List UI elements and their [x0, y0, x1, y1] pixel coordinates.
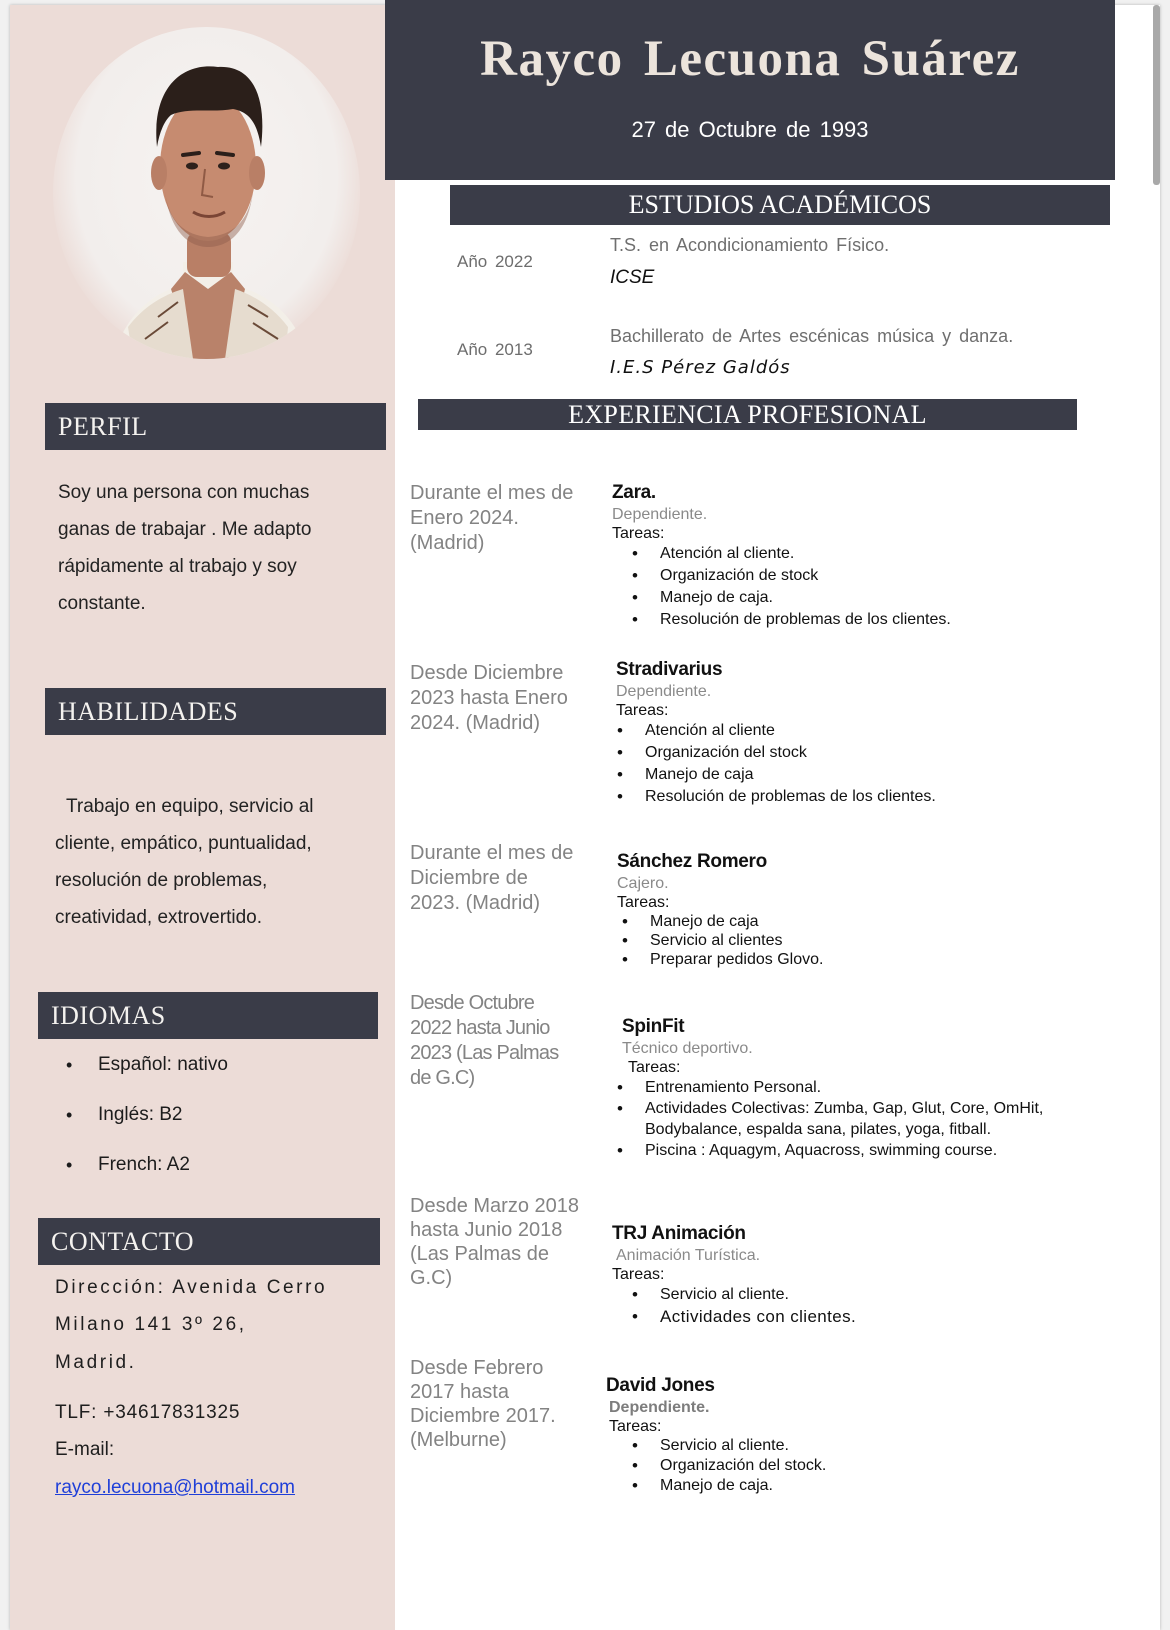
task-item: • Manejo de caja: [650, 912, 823, 931]
perfil-line: constante.: [58, 593, 146, 614]
job-company: Sánchez Romero: [617, 851, 767, 872]
edu-year: Año 2013: [457, 340, 533, 359]
contacto-header-text: CONTACTO: [51, 1226, 195, 1256]
edu-title: T.S. en Acondicionamiento Físico.: [610, 235, 890, 255]
task-item: • Servicio al cliente.: [660, 1284, 856, 1306]
address-line: Milano 141 3º 26,: [55, 1314, 247, 1335]
job-entry: [612, 481, 951, 631]
task-item: • Organización del stock: [645, 742, 936, 764]
job-tareas-label: Tareas:: [616, 702, 669, 719]
habilidades-line: creatividad, extrovertido.: [55, 907, 262, 928]
task-list: [660, 1436, 826, 1496]
habilidades-header-text: HABILIDADES: [58, 696, 239, 726]
job-entry: [617, 850, 823, 969]
job-date: Durante el mes de Diciembre de 2023. (Madrid): [410, 842, 574, 914]
task-item: • Resolución de problemas de los clientes.: [645, 786, 936, 808]
scrollbar[interactable]: [1153, 5, 1160, 185]
job-date: Desde Marzo 2018 hasta Junio 2018 (Las Palmas de G.C): [410, 1195, 579, 1289]
perfil-text: [58, 474, 312, 622]
contacto-header: [38, 1218, 380, 1265]
job-date: Desde Octubre 2022 hasta Junio 2023 (Las Palmas de G.C): [410, 992, 559, 1089]
task-list: [645, 1077, 1100, 1161]
task-item: • Servicio al cliente.: [660, 1436, 826, 1456]
edu-school: I.E.S Pérez Galdós: [610, 357, 791, 378]
address-line: Dirección: Avenida Cerro: [55, 1277, 328, 1298]
perfil-header-text: PERFIL: [58, 411, 148, 441]
full-name: Rayco Lecuona Suárez: [480, 31, 1020, 87]
job-tareas-label: Tareas:: [628, 1059, 681, 1076]
idioma-item: • Inglés: B2: [62, 1090, 228, 1140]
phone: TLF: +34617831325: [55, 1402, 241, 1423]
job-role: Dependiente.: [616, 683, 712, 700]
task-list: [660, 1284, 856, 1328]
job-company: Stradivarius: [616, 659, 723, 680]
email-label: E-mail:: [55, 1439, 115, 1460]
job-company: David Jones: [606, 1375, 715, 1396]
job-role: Dependiente.: [609, 1399, 710, 1416]
task-item: • Resolución de problemas de los clientes.: [660, 609, 951, 631]
task-item: • Actividades con clientes.: [660, 1306, 856, 1328]
job-company: TRJ Animación: [612, 1223, 746, 1244]
task-list: [650, 912, 823, 969]
job-date: Durante el mes de Enero 2024. (Madrid): [410, 482, 574, 554]
task-item: • Manejo de caja.: [660, 1476, 826, 1496]
job-entry: [616, 658, 936, 808]
job-role: Cajero.: [617, 875, 669, 892]
edu-school: ICSE: [610, 267, 655, 288]
habilidades-text: [55, 788, 314, 936]
task-item: • Actividades Colectivas: Zumba, Gap, Glut, Core, OmHit, Bodybalance, espalda sana, pilates, yoga, fitball.: [645, 1098, 1100, 1140]
perfil-line: Soy una persona con muchas: [58, 482, 310, 503]
idioma-item: • French: A2: [62, 1140, 228, 1190]
job-entry: [606, 1374, 826, 1496]
job-company: Zara.: [612, 482, 656, 503]
job-role: Animación Turística.: [616, 1247, 761, 1264]
edu-year: Año 2022: [457, 252, 533, 271]
job-date: Desde Febrero 2017 hasta Diciembre 2017. (Melburne): [410, 1357, 556, 1451]
task-item: • Organización de stock: [660, 565, 951, 587]
task-list: [660, 543, 951, 631]
job-tareas-label: Tareas:: [617, 894, 670, 911]
job-tareas-label: Tareas:: [612, 1266, 665, 1283]
task-item: • Atención al cliente.: [660, 543, 951, 565]
job-role: Técnico deportivo.: [622, 1040, 753, 1057]
task-item: • Manejo de caja: [645, 764, 936, 786]
job-tareas-label: Tareas:: [612, 525, 665, 542]
experiencia-header: EXPERIENCIA PROFESIONAL: [418, 399, 1077, 430]
task-item: • Manejo de caja.: [660, 587, 951, 609]
job-company: SpinFit: [622, 1016, 685, 1037]
perfil-line: ganas de trabajar . Me adapto: [58, 519, 312, 540]
edu-title: Bachillerato de Artes escénicas música y danza.: [610, 326, 1014, 346]
perfil-line: rápidamente al trabajo y soy: [58, 556, 297, 577]
job-date: Desde Diciembre 2023 hasta Enero 2024. (Madrid): [410, 662, 568, 734]
task-list: [645, 720, 936, 808]
task-item: • Servicio al clientes: [650, 931, 823, 950]
idiomas-list: [62, 1040, 228, 1190]
job-tareas-label: Tareas:: [609, 1418, 662, 1435]
task-item: • Atención al cliente: [645, 720, 936, 742]
job-entry: [622, 1015, 1100, 1161]
perfil-header: [45, 403, 386, 450]
habilidades-header: [45, 688, 386, 735]
email-link[interactable]: rayco.lecuona@hotmail.com: [55, 1477, 296, 1498]
task-item: • Preparar pedidos Glovo.: [650, 950, 823, 969]
profile-photo: [53, 27, 360, 359]
idioma-item: • Español: nativo: [62, 1040, 228, 1090]
job-entry: [612, 1222, 856, 1328]
idiomas-header: [38, 992, 378, 1039]
birth-date: 27 de Octubre de 1993: [631, 117, 869, 142]
habilidades-line: cliente, empático, puntualidad,: [55, 833, 312, 854]
task-item: • Entrenamiento Personal.: [645, 1077, 1100, 1098]
habilidades-line: Trabajo en equipo, servicio al: [66, 796, 314, 817]
idiomas-header-text: IDIOMAS: [51, 1000, 166, 1030]
address-line: Madrid.: [55, 1352, 137, 1373]
task-item: • Organización del stock.: [660, 1456, 826, 1476]
task-item: • Piscina : Aquagym, Aquacross, swimming course.: [645, 1140, 1100, 1161]
habilidades-line: resolución de problemas,: [55, 870, 268, 891]
estudios-header: ESTUDIOS ACADÉMICOS: [450, 185, 1110, 225]
header: [385, 0, 1115, 180]
job-role: Dependiente.: [612, 506, 708, 523]
